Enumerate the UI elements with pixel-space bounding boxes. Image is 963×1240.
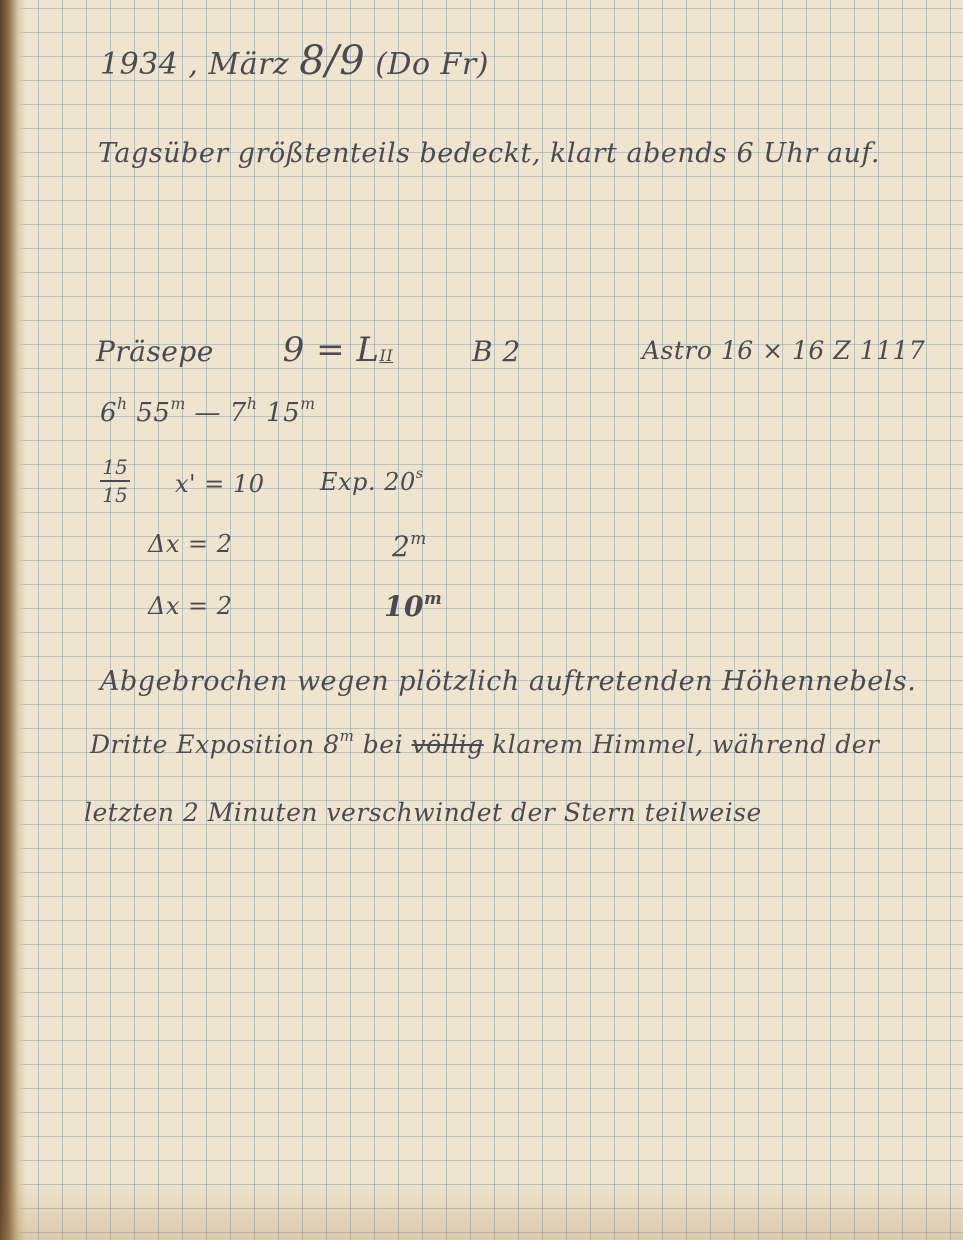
time-start-minutes: 55 bbox=[136, 398, 171, 428]
time-end-hours-unit: h bbox=[246, 395, 258, 413]
dx-time: 10 bbox=[384, 590, 424, 623]
exposure-unit: s bbox=[415, 466, 424, 482]
dx-row-1 bbox=[148, 530, 233, 558]
time-start-minutes-unit: m bbox=[170, 395, 186, 413]
exposure-label bbox=[320, 468, 424, 496]
note-line-2-unit: m bbox=[339, 727, 355, 745]
dx-value: Δx = 2 bbox=[148, 592, 233, 620]
weather-line: Tagsüber größtenteils bedeckt, klart abends 6 Uhr auf. bbox=[98, 138, 880, 169]
note-line-2-start: Dritte Exposition 8 bbox=[90, 730, 340, 759]
fraction-bar bbox=[100, 480, 130, 482]
time-end-minutes-unit: m bbox=[300, 395, 316, 413]
note-line-1: Abgebrochen wegen plötzlich auftretenden Höhennebels. bbox=[100, 666, 917, 697]
object-equation: 9 = L bbox=[282, 330, 380, 370]
dx-row-1-time bbox=[392, 530, 427, 563]
plate-label: B 2 bbox=[471, 335, 521, 368]
dx-row-2-time bbox=[384, 590, 442, 623]
time-line bbox=[100, 395, 316, 428]
exposure-value: Exp. 20 bbox=[320, 468, 416, 496]
date-weekday: (Do Fr) bbox=[375, 47, 489, 82]
date-day: 8/9 bbox=[299, 38, 366, 84]
notebook-spine bbox=[0, 0, 26, 1240]
object-name: Präsepe bbox=[96, 335, 214, 368]
page-stain bbox=[0, 1180, 963, 1240]
object-subscript: II bbox=[379, 346, 394, 365]
date-month: , März bbox=[188, 47, 290, 82]
fraction-top: 15 bbox=[102, 455, 128, 479]
object-line bbox=[96, 330, 521, 370]
date-year: 1934 bbox=[100, 47, 179, 82]
note-line-2-mid: bei bbox=[354, 730, 412, 759]
x-value: x' = 10 bbox=[175, 470, 265, 498]
note-line-2-end: klarem Himmel, während der bbox=[483, 730, 880, 759]
time-end-hours: 7 bbox=[229, 398, 247, 428]
time-separator: — bbox=[194, 398, 222, 428]
time-start-hours-unit: h bbox=[117, 395, 128, 413]
instrument-label: Astro 16 × 16 Z 1117 bbox=[642, 336, 926, 365]
note-line-2 bbox=[90, 727, 880, 759]
time-start-hours: 6 bbox=[100, 398, 118, 428]
dx-time-unit: m bbox=[423, 588, 443, 608]
struck-word: völlig bbox=[411, 730, 484, 759]
fraction-bottom: 15 bbox=[102, 483, 128, 507]
dx-row-2 bbox=[148, 592, 233, 620]
ratio-fraction bbox=[100, 455, 130, 507]
dx-time-unit: m bbox=[410, 528, 427, 548]
note-line-3: letzten 2 Minuten verschwindet der Stern teilweise bbox=[84, 798, 762, 827]
dx-value: Δx = 2 bbox=[148, 530, 233, 558]
date-line bbox=[100, 38, 489, 84]
dx-time: 2 bbox=[392, 530, 411, 563]
time-end-minutes: 15 bbox=[266, 398, 301, 428]
